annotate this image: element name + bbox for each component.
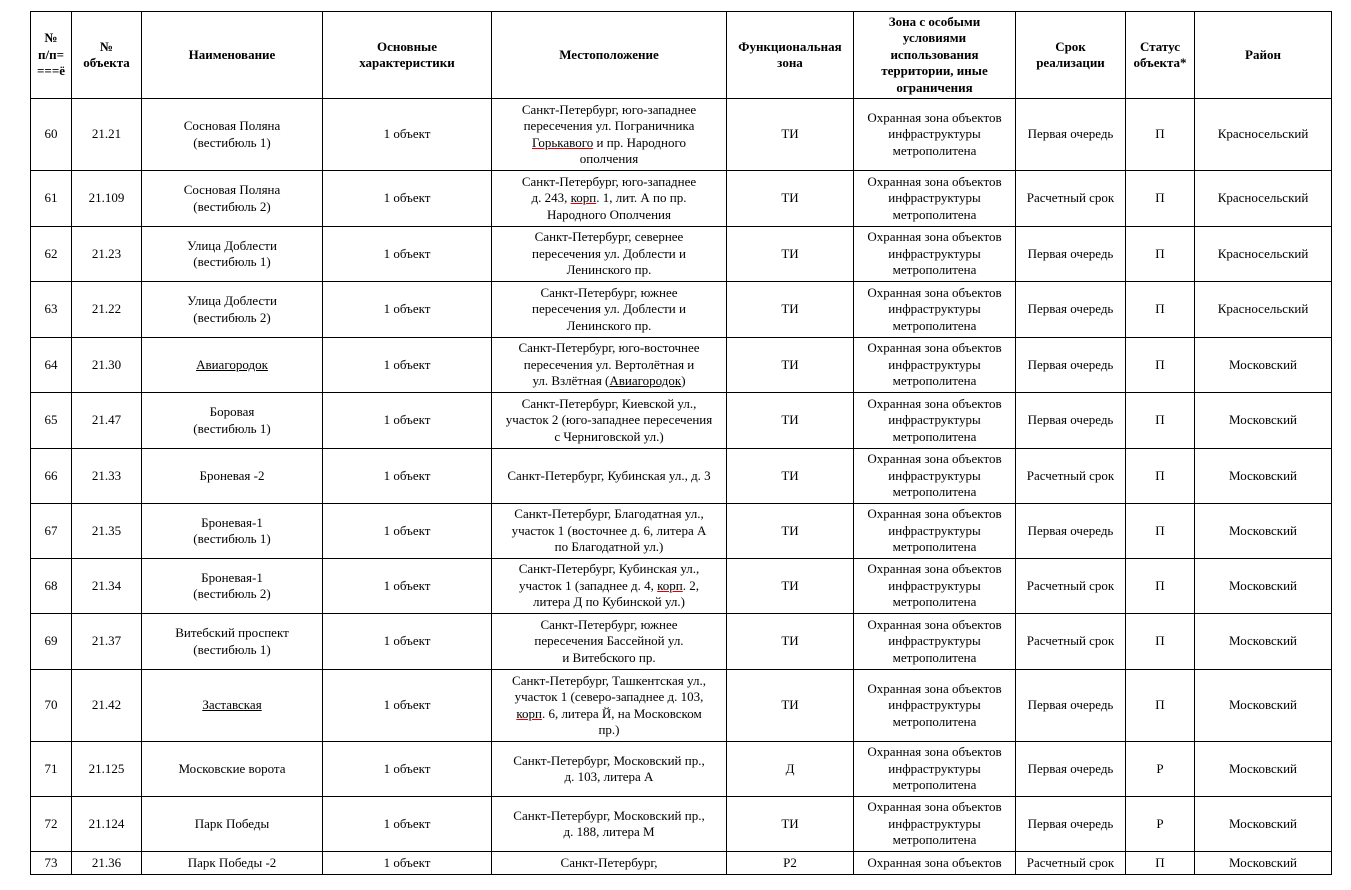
cell-number: 63 [31, 282, 72, 338]
objects-table [30, 11, 1332, 875]
cell-restrictions: Охранная зона объектов инфраструктуры метрополитена [854, 171, 1016, 227]
text-segment: Московские ворота [178, 760, 286, 776]
text-segment: Санкт-Петербург, юго-восточнее пересечения ул. Вертолётная и ул. Взлётная ( [518, 340, 700, 389]
cell-status: П [1126, 99, 1195, 171]
text-segment: Санкт-Петербург, Благодатная ул., участок 1 (восточнее д. 6, литера А по Благодатной ул.) [511, 506, 707, 555]
cell-district: Московский [1195, 742, 1332, 797]
text-segment: Улица Доблести (вестибюль 2) [187, 293, 277, 325]
cell-term: Первая очередь [1016, 504, 1126, 559]
text-segment: Броневая-1 (вестибюль 1) [193, 514, 271, 546]
cell-status: П [1126, 171, 1195, 227]
cell-functional-zone: ТИ [727, 227, 854, 282]
header-col-characteristics: Основные характеристики [323, 12, 492, 99]
cell-restrictions: Охранная зона объектов инфраструктуры метрополитена [854, 742, 1016, 797]
cell-location [492, 338, 727, 393]
cell-status: П [1126, 449, 1195, 504]
cell-location [492, 559, 727, 614]
cell-characteristics: 1 объект [323, 99, 492, 171]
cell-functional-zone: ТИ [727, 338, 854, 393]
cell-functional-zone: ТИ [727, 614, 854, 670]
cell-characteristics: 1 объект [323, 227, 492, 282]
cell-term: Первая очередь [1016, 670, 1126, 742]
header-col-location: Местоположение [492, 12, 727, 99]
cell-number: 66 [31, 449, 72, 504]
cell-functional-zone: Д [727, 742, 854, 797]
cell-status: П [1126, 393, 1195, 449]
underlined-text: Авиагородок [196, 356, 268, 372]
cell-status: Р [1126, 797, 1195, 852]
table-row [31, 99, 1332, 171]
underlined-text: Авиагородок [609, 373, 682, 389]
text-segment: Санкт-Петербург, Московский пр., д. 103, литера А [513, 752, 705, 784]
text-segment: Парк Победы [194, 815, 270, 831]
cell-location [492, 449, 727, 504]
cell-location [492, 670, 727, 742]
cell-object-id: 21.30 [72, 338, 142, 393]
table-header-row [31, 12, 1332, 99]
cell-object-id: 21.125 [72, 742, 142, 797]
cell-object-id: 21.109 [72, 171, 142, 227]
text-segment: и пр. Народного ополчения [579, 134, 687, 166]
cell-restrictions: Охранная зона объектов инфраструктуры метрополитена [854, 559, 1016, 614]
table-row [31, 614, 1332, 670]
cell-district: Московский [1195, 559, 1332, 614]
cell-status: П [1126, 227, 1195, 282]
cell-characteristics: 1 объект [323, 852, 492, 875]
cell-restrictions: Охранная зона объектов инфраструктуры метрополитена [854, 670, 1016, 742]
cell-name [142, 742, 323, 797]
cell-restrictions: Охранная зона объектов инфраструктуры метрополитена [854, 393, 1016, 449]
cell-status: П [1126, 852, 1195, 875]
text-segment: Санкт-Петербург, юго-западнее пересечения ул. Пограничника [521, 101, 697, 133]
cell-functional-zone: ТИ [727, 99, 854, 171]
underlined-text: корп [570, 190, 597, 206]
cell-functional-zone: ТИ [727, 670, 854, 742]
cell-object-id: 21.35 [72, 504, 142, 559]
cell-functional-zone: ТИ [727, 282, 854, 338]
cell-number: 72 [31, 797, 72, 852]
cell-number: 67 [31, 504, 72, 559]
table-row [31, 449, 1332, 504]
cell-location [492, 797, 727, 852]
cell-status: П [1126, 614, 1195, 670]
header-col-status: Статус объекта* [1126, 12, 1195, 99]
text-segment: Санкт-Петербург, Московский пр., д. 188, литера М [513, 807, 705, 839]
cell-characteristics: 1 объект [323, 670, 492, 742]
table-row [31, 852, 1332, 875]
cell-name [142, 393, 323, 449]
cell-characteristics: 1 объект [323, 449, 492, 504]
cell-location [492, 504, 727, 559]
cell-district: Московский [1195, 852, 1332, 875]
header-col-district: Район [1195, 12, 1332, 99]
text-segment: Санкт-Петербург, севернее пересечения ул. Доблести и Ленинского пр. [532, 229, 686, 278]
cell-functional-zone: ТИ [727, 449, 854, 504]
cell-number: 62 [31, 227, 72, 282]
cell-district: Московский [1195, 393, 1332, 449]
cell-name [142, 559, 323, 614]
cell-district: Красносельский [1195, 99, 1332, 171]
cell-district: Московский [1195, 338, 1332, 393]
cell-term: Расчетный срок [1016, 559, 1126, 614]
table-row [31, 227, 1332, 282]
text-segment: Санкт-Петербург, Кубинская ул., д. 3 [507, 467, 711, 483]
header-col-name: Наименование [142, 12, 323, 99]
text-segment: Санкт-Петербург, Киевской ул., участок 2 (юго-западнее пересечения с Черниговской ул.) [505, 395, 713, 444]
text-segment: Парк Победы -2 [187, 854, 277, 870]
cell-object-id: 21.36 [72, 852, 142, 875]
cell-term: Расчетный срок [1016, 852, 1126, 875]
cell-district: Московский [1195, 504, 1332, 559]
cell-restrictions: Охранная зона объектов инфраструктуры метрополитена [854, 338, 1016, 393]
text-segment: Санкт-Петербург, [560, 854, 658, 870]
cell-restrictions: Охранная зона объектов инфраструктуры метрополитена [854, 449, 1016, 504]
cell-name [142, 670, 323, 742]
underlined-text: Горькавого [531, 134, 594, 150]
cell-restrictions: Охранная зона объектов инфраструктуры метрополитена [854, 282, 1016, 338]
cell-name [142, 614, 323, 670]
cell-restrictions: Охранная зона объектов инфраструктуры метрополитена [854, 504, 1016, 559]
text-segment: Санкт-Петербург, Кубинская ул., участок 1 (западнее д. 4, [518, 561, 700, 593]
cell-object-id: 21.42 [72, 670, 142, 742]
header-col-functional-zone: Функциональная зона [727, 12, 854, 99]
cell-term: Первая очередь [1016, 282, 1126, 338]
text-segment: Витебский проспект (вестибюль 1) [175, 625, 289, 657]
table-row [31, 742, 1332, 797]
cell-term: Расчетный срок [1016, 614, 1126, 670]
cell-term: Первая очередь [1016, 797, 1126, 852]
cell-functional-zone: ТИ [727, 559, 854, 614]
cell-object-id: 21.34 [72, 559, 142, 614]
text-segment: Санкт-Петербург, южнее пересечения Бассейной ул. и Витебского пр. [534, 616, 684, 665]
cell-status: П [1126, 282, 1195, 338]
text-segment: . 2, литера Д по Кубинской ул.) [533, 577, 700, 610]
cell-characteristics: 1 объект [323, 504, 492, 559]
text-segment: Броневая -2 [199, 467, 265, 483]
cell-object-id: 21.37 [72, 614, 142, 670]
cell-object-id: 21.23 [72, 227, 142, 282]
cell-restrictions: Охранная зона объектов инфраструктуры метрополитена [854, 797, 1016, 852]
cell-restrictions: Охранная зона объектов инфраструктуры метрополитена [854, 614, 1016, 670]
cell-number: 64 [31, 338, 72, 393]
cell-characteristics: 1 объект [323, 338, 492, 393]
table-row [31, 797, 1332, 852]
text-segment: . 1, лит. А по пр. Народного Ополчения [547, 190, 687, 222]
cell-status: П [1126, 670, 1195, 742]
cell-term: Расчетный срок [1016, 171, 1126, 227]
cell-term: Первая очередь [1016, 227, 1126, 282]
cell-characteristics: 1 объект [323, 559, 492, 614]
text-segment: Боровая (вестибюль 1) [193, 404, 271, 436]
table-row [31, 670, 1332, 742]
cell-characteristics: 1 объект [323, 614, 492, 670]
cell-location [492, 742, 727, 797]
cell-functional-zone: ТИ [727, 797, 854, 852]
table-row [31, 282, 1332, 338]
header-col-object-id: № объекта [72, 12, 142, 99]
text-segment: Сосновая Поляна (вестибюль 1) [183, 118, 281, 150]
cell-object-id: 21.47 [72, 393, 142, 449]
cell-object-id: 21.33 [72, 449, 142, 504]
cell-district: Московский [1195, 449, 1332, 504]
cell-characteristics: 1 объект [323, 797, 492, 852]
cell-term: Первая очередь [1016, 393, 1126, 449]
cell-location [492, 99, 727, 171]
cell-term: Первая очередь [1016, 742, 1126, 797]
table-row [31, 504, 1332, 559]
text-segment: Санкт-Петербург, южнее пересечения ул. Доблести и Ленинского пр. [532, 284, 686, 333]
header-col-number: № п/п= ===ё [31, 12, 72, 99]
cell-status: Р [1126, 742, 1195, 797]
cell-number: 69 [31, 614, 72, 670]
cell-object-id: 21.124 [72, 797, 142, 852]
cell-object-id: 21.21 [72, 99, 142, 171]
cell-name [142, 797, 323, 852]
cell-restrictions: Охранная зона объектов инфраструктуры метрополитена [854, 99, 1016, 171]
cell-functional-zone: ТИ [727, 504, 854, 559]
cell-name [142, 338, 323, 393]
table-row [31, 338, 1332, 393]
cell-status: П [1126, 338, 1195, 393]
cell-name [142, 852, 323, 875]
cell-location [492, 282, 727, 338]
cell-district: Красносельский [1195, 282, 1332, 338]
cell-location [492, 614, 727, 670]
cell-name [142, 171, 323, 227]
text-segment: Улица Доблести (вестибюль 1) [187, 237, 277, 269]
underlined-text: корп [657, 577, 683, 593]
cell-status: П [1126, 559, 1195, 614]
cell-district: Красносельский [1195, 227, 1332, 282]
cell-status: П [1126, 504, 1195, 559]
cell-location [492, 171, 727, 227]
cell-district: Московский [1195, 797, 1332, 852]
cell-name [142, 282, 323, 338]
text-segment: ) [681, 373, 686, 389]
cell-number: 68 [31, 559, 72, 614]
cell-functional-zone: Р2 [727, 852, 854, 875]
cell-restrictions: Охранная зона объектов инфраструктуры метрополитена [854, 227, 1016, 282]
text-segment: . 6, литера Й, на Московском пр.) [541, 705, 702, 737]
cell-functional-zone: ТИ [727, 171, 854, 227]
header-col-restrictions: Зона с особыми условиями использования территории, иные ограничения [854, 12, 1016, 99]
underlined-text: корп [516, 705, 542, 721]
cell-term: Первая очередь [1016, 99, 1126, 171]
cell-number: 70 [31, 670, 72, 742]
cell-characteristics: 1 объект [323, 393, 492, 449]
cell-name [142, 504, 323, 559]
cell-number: 65 [31, 393, 72, 449]
cell-characteristics: 1 объект [323, 282, 492, 338]
cell-location [492, 227, 727, 282]
cell-name [142, 449, 323, 504]
text-segment: Сосновая Поляна (вестибюль 2) [183, 182, 281, 214]
cell-restrictions: Охранная зона объектов [854, 852, 1016, 875]
cell-location [492, 852, 727, 875]
cell-number: 73 [31, 852, 72, 875]
table-row [31, 171, 1332, 227]
text-segment: Санкт-Петербург, юго-западнее д. 243, [521, 173, 697, 206]
cell-number: 60 [31, 99, 72, 171]
header-col-term: Срок реализации [1016, 12, 1126, 99]
cell-term: Расчетный срок [1016, 449, 1126, 504]
cell-characteristics: 1 объект [323, 171, 492, 227]
cell-name [142, 99, 323, 171]
text-segment: Санкт-Петербург, Ташкентская ул., участок 1 (северо-западнее д. 103, [512, 672, 706, 704]
cell-object-id: 21.22 [72, 282, 142, 338]
cell-number: 71 [31, 742, 72, 797]
cell-number: 61 [31, 171, 72, 227]
text-segment: Броневая-1 (вестибюль 2) [193, 569, 271, 601]
cell-location [492, 393, 727, 449]
cell-district: Красносельский [1195, 171, 1332, 227]
cell-name [142, 227, 323, 282]
table-row [31, 559, 1332, 614]
cell-district: Московский [1195, 670, 1332, 742]
cell-characteristics: 1 объект [323, 742, 492, 797]
cell-functional-zone: ТИ [727, 393, 854, 449]
cell-term: Первая очередь [1016, 338, 1126, 393]
cell-district: Московский [1195, 614, 1332, 670]
table-row [31, 393, 1332, 449]
underlined-text: Заставская [202, 697, 262, 713]
